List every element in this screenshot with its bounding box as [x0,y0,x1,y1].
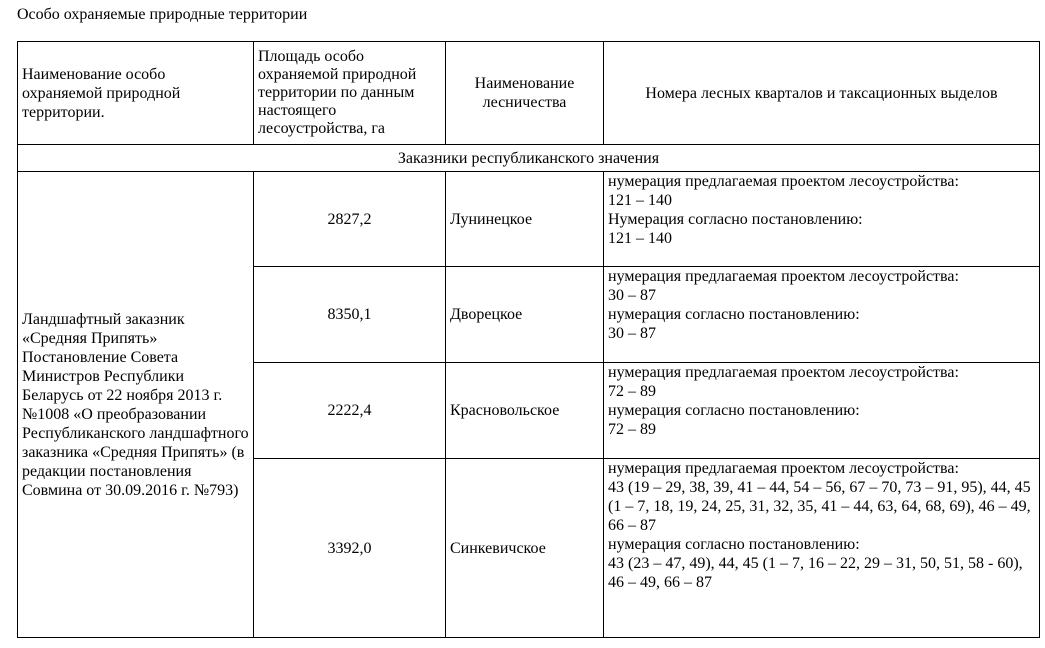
numbers-cell [604,172,1040,267]
area-value: 8350,1 [254,267,446,363]
proposed-label: нумерация предлагаемая проектом лесоустройства: [608,460,959,477]
section-title: Заказники республиканского значения [18,145,1040,172]
area-value: 2222,4 [254,363,446,459]
proposed-value: 30 – 87 [608,287,656,304]
table-row [18,172,1040,267]
proposed-value: 121 – 140 [608,192,672,209]
decree-label: нумерация согласно постановлению: [608,402,860,419]
proposed-value: 43 (19 – 29, 38, 39, 41 – 44, 54 – 56, 67 – 70, 73 – 91, 95), 44, 45 (1 – 7, 18, 19, 24, 25, 31, 32, 35, 41 – 44, 63, 64, 68, 69), 46 – 49, 66 – 87 [608,479,1031,534]
area-value: 3392,0 [254,459,446,638]
decree-label: нумерация согласно постановлению: [608,536,860,553]
document-caption: Особо охраняемые природные территории [17,6,308,23]
decree-value: 43 (23 – 47, 49), 44, 45 (1 – 7, 16 – 22, 29 – 31, 50, 51, 58 - 60), 46 – 49, 66 – 87 [608,555,1023,591]
decree-value: 30 – 87 [608,325,656,342]
proposed-label: нумерация предлагаемая проектом лесоустройства: [608,364,959,381]
header-forestry: Наименование лесничества [446,42,604,145]
protected-areas-table [17,41,1040,638]
header-row [18,42,1040,145]
decree-label: нумерация согласно постановлению: [608,306,860,323]
reserve-name: Ландшафтный заказник «Средняя Припять» Постановление Совета Министров Республики Беларусь от 22 ноября 2013 г. №1008 «О преобразовании Республиканского ландшафтного заказника «Средняя Припять» (в редакции постановления Совмина от 30.09.2016 г. №793) [18,172,254,638]
forestry-name: Лунинецкое [446,172,604,267]
decree-label: Нумерация согласно постановлению: [608,211,863,228]
proposed-label: нумерация предлагаемая проектом лесоустройства: [608,268,959,285]
decree-value: 72 – 89 [608,421,656,438]
section-row [18,145,1040,172]
header-name: Наименование особо охраняемой природной территории. [18,42,254,145]
forestry-name: Синкевичское [446,459,604,638]
area-value: 2827,2 [254,172,446,267]
decree-value: 121 – 140 [608,230,672,247]
numbers-cell [604,459,1040,638]
forestry-name: Дворецкое [446,267,604,363]
numbers-cell [604,363,1040,459]
proposed-label: нумерация предлагаемая проектом лесоустройства: [608,173,959,190]
header-numbers: Номера лесных кварталов и таксационных выделов [604,42,1040,145]
proposed-value: 72 – 89 [608,383,656,400]
header-area: Площадь особо охраняемой природной территории по данным настоящего лесоустройства, га [254,42,446,145]
forestry-name: Красновольское [446,363,604,459]
numbers-cell [604,267,1040,363]
